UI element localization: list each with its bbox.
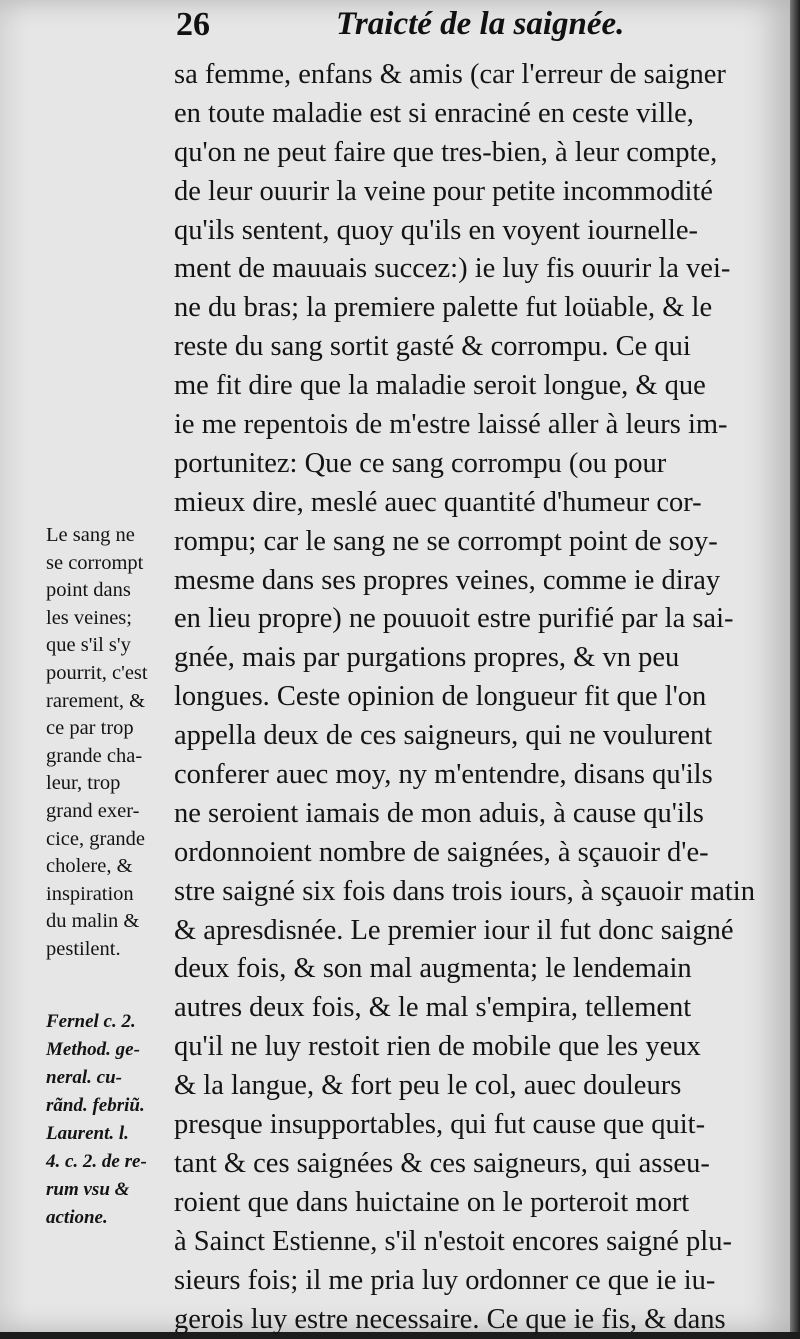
citation-line: rum vsu & [46, 1176, 172, 1204]
marginal-note-line: que s'il s'y [46, 632, 176, 660]
citation-line: Method. ge- [46, 1036, 172, 1064]
page-number: 26 [176, 6, 210, 44]
body-text-line: tant & ces saignées & ces saigneurs, qui asseu- [174, 1145, 774, 1184]
body-text-line: & la langue, & fort peu le col, auec douleurs [174, 1067, 774, 1106]
marginal-note-line: grand exer- [46, 798, 176, 826]
marginal-citation [46, 1008, 172, 1232]
citation-line: rãnd. febriũ. [46, 1092, 172, 1120]
body-text-line: longues. Ceste opinion de longueur fit que l'on [174, 678, 774, 717]
body-text-line: qu'il ne luy restoit rien de mobile que les yeux [174, 1028, 774, 1067]
body-text-line: qu'ils sentent, quoy qu'ils en voyent iournelle- [174, 212, 774, 251]
body-text-line: deux fois, & son mal augmenta; le lendemain [174, 950, 774, 989]
body-text-line: en lieu propre) ne pouuoit estre purifié par la sai- [174, 600, 774, 639]
marginal-note-line: les veines; [46, 605, 176, 633]
marginal-note-line: du malin & [46, 908, 176, 936]
marginal-note-line: pourrit, c'est [46, 660, 176, 688]
marginal-note-line: ce par trop [46, 715, 176, 743]
citation-line: neral. cu- [46, 1064, 172, 1092]
marginal-note-line: cholere, & [46, 853, 176, 881]
marginal-note-line: inspiration [46, 881, 176, 909]
citation-line: 4. c. 2. de re- [46, 1148, 172, 1176]
marginal-note [46, 522, 176, 964]
marginal-note-line: cice, grande [46, 826, 176, 854]
body-text-line: mieux dire, meslé auec quantité d'humeur cor- [174, 484, 774, 523]
body-text-line: portunitez: Que ce sang corrompu (ou pour [174, 445, 774, 484]
page-edge [790, 0, 800, 1332]
body-text-line: conferer auec moy, ny m'entendre, disans qu'ils [174, 756, 774, 795]
body-text-line: gerois luy estre necessaire. Ce que ie fis, & dans [174, 1301, 774, 1339]
body-text-line: ordonnoient nombre de saignées, à sçauoir d'e- [174, 834, 774, 873]
body-text-line: reste du sang sortit gasté & corrompu. Ce qui [174, 328, 774, 367]
running-title: Traicté de la saignée. [336, 6, 624, 43]
body-text-line: à Sainct Estienne, s'il n'estoit encores saigné plu- [174, 1223, 774, 1262]
body-text-line: ment de mauuais succez:) ie luy fis ouurir la vei- [174, 250, 774, 289]
marginal-note-line: leur, trop [46, 770, 176, 798]
body-text-line: stre saigné six fois dans trois iours, à sçauoir matin [174, 873, 774, 912]
body-text-line: autres deux fois, & le mal s'empira, tellement [174, 989, 774, 1028]
marginal-note-line: Le sang ne [46, 522, 176, 550]
page-header [0, 6, 790, 46]
body-text [174, 56, 774, 1339]
body-text-line: ne du bras; la premiere palette fut loüable, & le [174, 289, 774, 328]
body-text-line: roient que dans huictaine on le porteroit mort [174, 1184, 774, 1223]
citation-line: Laurent. l. [46, 1120, 172, 1148]
body-text-line: en toute maladie est si enraciné en ceste ville, [174, 95, 774, 134]
citation-line: Fernel c. 2. [46, 1008, 172, 1036]
body-text-line: mesme dans ses propres veines, comme ie diray [174, 562, 774, 601]
marginal-note-line: grande cha- [46, 743, 176, 771]
body-text-line: gnée, mais par purgations propres, & vn peu [174, 639, 774, 678]
body-text-line: ie me repentois de m'estre laissé aller à leurs im- [174, 406, 774, 445]
body-text-line: qu'on ne peut faire que tres-bien, à leur compte, [174, 134, 774, 173]
marginal-note-line: rarement, & [46, 688, 176, 716]
body-text-line: me fit dire que la maladie seroit longue, & que [174, 367, 774, 406]
body-text-line: ne seroient iamais de mon aduis, à cause qu'ils [174, 795, 774, 834]
body-text-line: sa femme, enfans & amis (car l'erreur de saigner [174, 56, 774, 95]
marginal-note-line: se corrompt [46, 550, 176, 578]
body-text-line: de leur ouurir la veine pour petite incommodité [174, 173, 774, 212]
body-text-line: rompu; car le sang ne se corrompt point de soy- [174, 523, 774, 562]
marginal-note-line: point dans [46, 577, 176, 605]
body-text-line: sieurs fois; il me pria luy ordonner ce que ie iu- [174, 1262, 774, 1301]
body-text-line: presque insupportables, qui fut cause que quit- [174, 1106, 774, 1145]
marginal-note-line: pestilent. [46, 936, 176, 964]
citation-line: actione. [46, 1204, 172, 1232]
body-text-line: appella deux de ces saigneurs, qui ne voulurent [174, 717, 774, 756]
body-text-line: & apresdisnée. Le premier iour il fut donc saigné [174, 912, 774, 951]
